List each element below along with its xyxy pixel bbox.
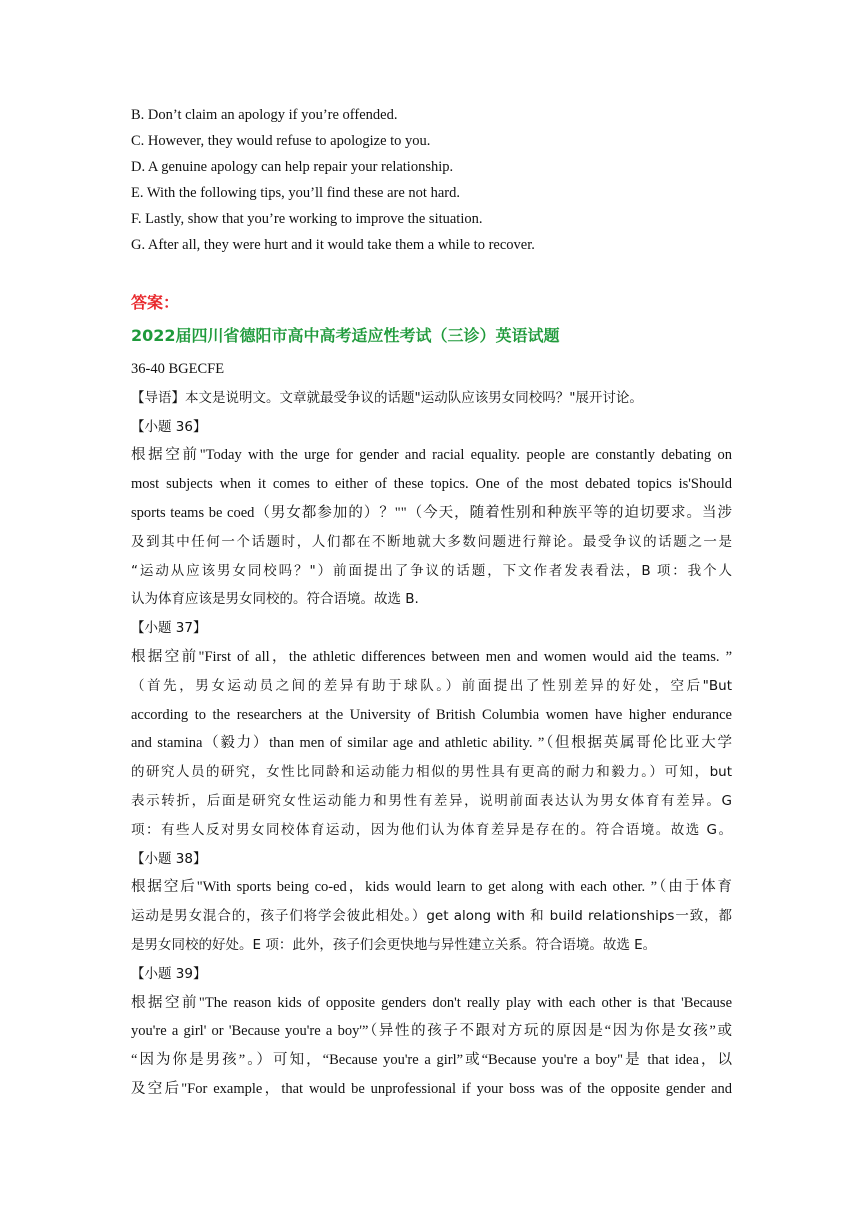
answer-key: 36-40 BGECFE bbox=[131, 361, 225, 377]
explanation-line: 根据空前"Today with the urge for gender and racial equality. people are constantly debating on bbox=[131, 447, 732, 464]
explanation-line: 的研究人员的研究，女性比同龄和运动能力相似的男性具有更高的耐力和毅力。）可知，but bbox=[131, 764, 732, 781]
option-d: D. A genuine apology can help repair your relationship. bbox=[131, 159, 454, 175]
guide-line: 【导语】本文是说明文。文章就最受争议的话题"运动队应该男女同校吗？"展开讨论。 bbox=[131, 389, 643, 406]
option-e: E. With the following tips, you’ll find these are not hard. bbox=[131, 185, 460, 201]
explanation-line: “因为你是男孩”。）可知，“Because you're a girl”或“Because you're a boy"是 that idea，以 bbox=[131, 1052, 732, 1069]
answer-label: 答案： bbox=[131, 293, 180, 312]
explanation-line: most subjects when it comes to either of these topics. One of the most debated topics is'Should bbox=[131, 476, 732, 493]
explanation-line: 是男女同校的好处。E 项：此外，孩子们会更快地与异性建立关系。符合语境。故选 E。 bbox=[131, 936, 657, 953]
explanation-line: 及空后"For example，that would be unprofessional if your boss was of the opposite gender and bbox=[131, 1080, 732, 1097]
explanation-line: you're a girl' or 'Because you're a boy'”（异性的孩子不跟对方玩的原因是“因为你是女孩”或 bbox=[131, 1023, 732, 1040]
question-38-heading: 【小题 38】 bbox=[131, 850, 207, 867]
explanation-line: sports teams be coed（男女都参加的）？""（今天，随着性别和种族平等的迫切要求。当涉 bbox=[131, 504, 732, 521]
explanation-line: 根据空后"With sports being co-ed，kids would learn to get along with each other. ”（由于体育 bbox=[131, 879, 732, 896]
explanation-line: 认为体育应该是男女同校的。符合语境。故选 B. bbox=[131, 591, 419, 608]
source-title: 2022届四川省德阳市高中高考适应性考试（三诊）英语试题 bbox=[131, 326, 560, 345]
option-f: F. Lastly, show that you’re working to improve the situation. bbox=[131, 211, 483, 227]
explanation-line: “运动从应该男女同校吗？"）前面提出了争议的话题，下文作者发表看法，B 项：我个人 bbox=[131, 562, 732, 579]
explanation-line: 运动是男女混合的，孩子们将学会彼此相处。）get along with 和 build relationships一致，都 bbox=[131, 908, 732, 925]
explanation-line: 项：有些人反对男女同校体育运动，因为他们认为体育差异是存在的。符合语境。故选 G。 bbox=[131, 821, 732, 838]
explanation-body bbox=[131, 355, 732, 1104]
explanation-line: according to the researchers at the University of British Columbia women have higher endurance bbox=[131, 706, 732, 723]
question-39-heading: 【小题 39】 bbox=[131, 965, 207, 982]
option-g: G. After all, they were hurt and it would take them a while to recover. bbox=[131, 237, 535, 253]
explanation-line: 根据空前"The reason kids of opposite genders don't really play with each other is that 'Because bbox=[131, 994, 732, 1011]
explanation-line: 根据空前"First of all，the athletic differences between men and women would aid the teams. ” bbox=[131, 648, 732, 665]
explanation-line: 表示转折，后面是研究女性运动能力和男性有差异，说明前面表达认为男女体育有差异。G bbox=[131, 792, 732, 809]
explanation-line: （首先，男女运动员之间的差异有助于球队。）前面提出了性别差异的好处，空后"But bbox=[131, 677, 732, 694]
option-b: B. Don’t claim an apology if you’re offended. bbox=[131, 107, 398, 123]
option-c: C. However, they would refuse to apologize to you. bbox=[131, 133, 431, 149]
option-list bbox=[131, 102, 535, 258]
explanation-line: and stamina（毅力）than men of similar age and athletic ability. ”（但根据英属哥伦比亚大学 bbox=[131, 735, 732, 752]
question-37-heading: 【小题 37】 bbox=[131, 620, 207, 637]
explanation-line: 及到其中任何一个话题时，人们都在不断地就大多数问题进行辩论。最受争议的话题之一是 bbox=[131, 533, 732, 550]
question-36-heading: 【小题 36】 bbox=[131, 418, 207, 435]
